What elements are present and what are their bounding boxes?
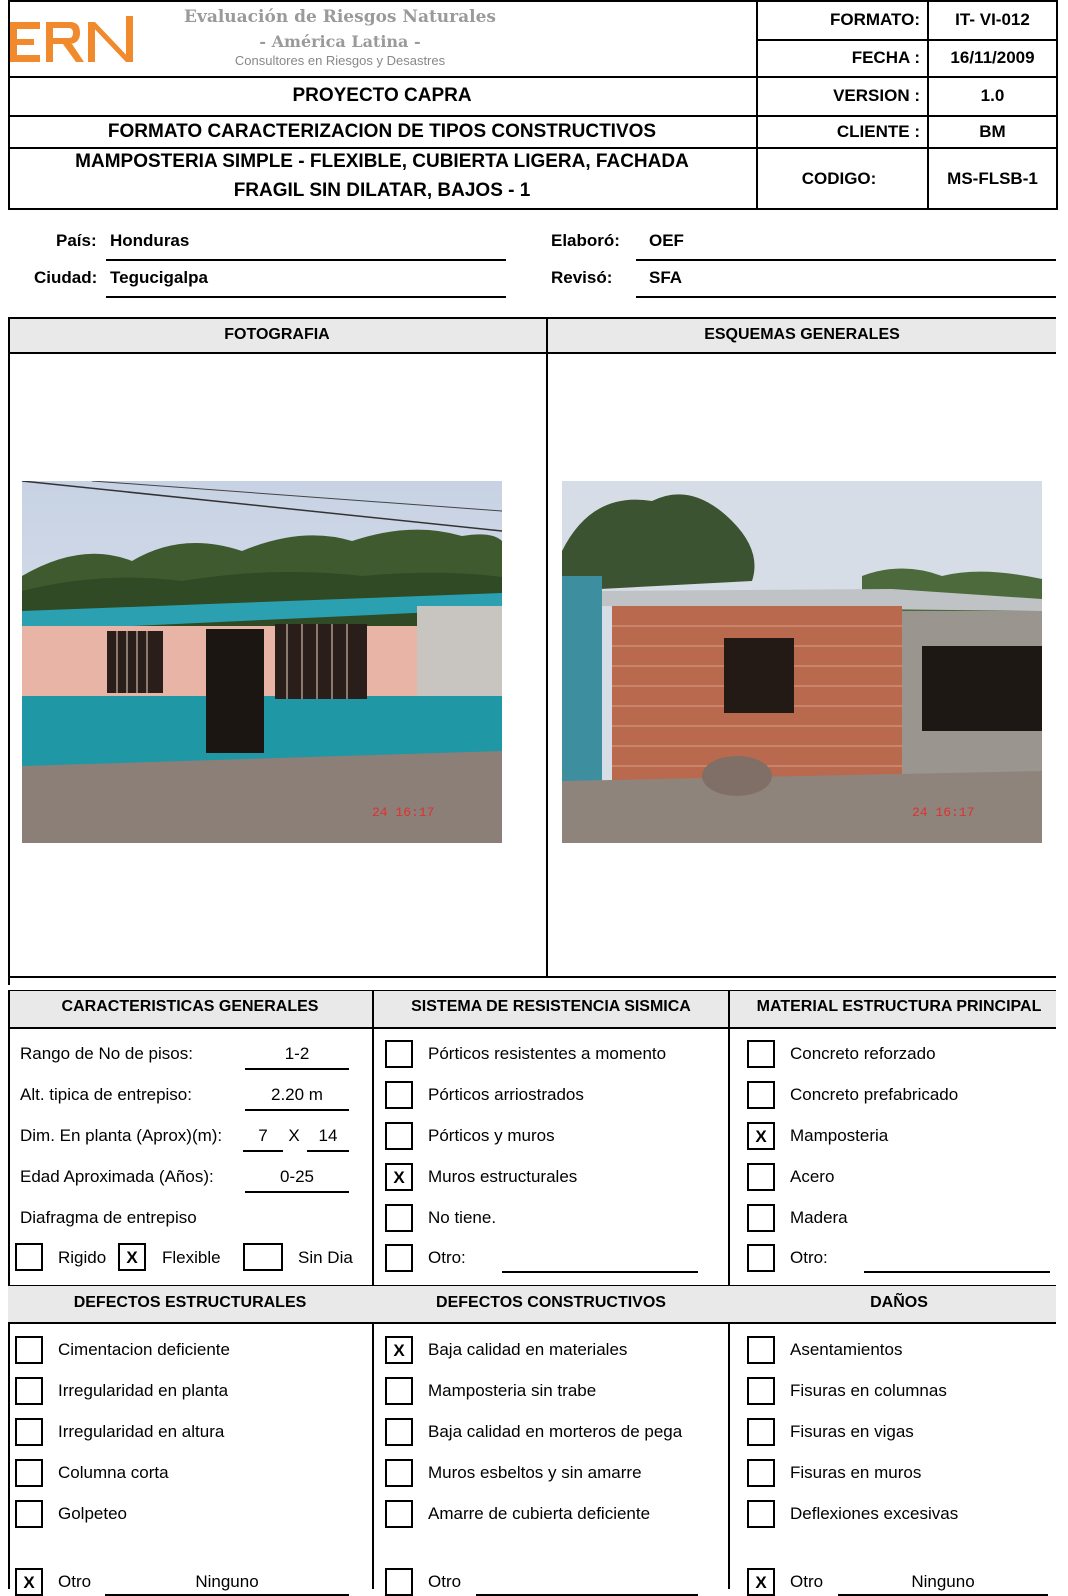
sistema-label-6: Otro: bbox=[428, 1248, 466, 1267]
dimension-planta-b: 14 bbox=[318, 1126, 338, 1145]
defecto-constructivo-label-1: Baja calidad en materiales bbox=[428, 1340, 628, 1359]
altura-entrepiso-value: 2.20 m bbox=[271, 1085, 323, 1104]
meta-label-fecha: FECHA : bbox=[851, 48, 920, 67]
org-region: - América Latina - bbox=[259, 32, 421, 51]
defecto-estructural-label-6: Otro bbox=[58, 1572, 92, 1591]
defecto-estructural-label-2: Irregularidad en planta bbox=[58, 1381, 229, 1400]
defecto-constructivo-checkbox-3[interactable] bbox=[385, 1418, 413, 1446]
building-photo-side bbox=[562, 481, 1042, 843]
meta-label-cliente: CLIENTE : bbox=[836, 121, 920, 141]
material-label-1: Concreto reforzado bbox=[790, 1044, 936, 1063]
defecto-constructivo-label-6: Otro bbox=[428, 1572, 462, 1591]
org-subtitle: Consultores en Riesgos y Desastres bbox=[234, 53, 446, 68]
dano-label-2: Fisuras en columnas bbox=[790, 1381, 947, 1400]
defecto-constructivo-checkbox-4[interactable] bbox=[385, 1459, 413, 1487]
defecto-estructural-checkbox-3[interactable] bbox=[15, 1418, 43, 1446]
meta-value-cliente: BM bbox=[979, 121, 1006, 141]
photo-header-right: ESQUEMAS GENERALES bbox=[704, 326, 900, 343]
dimension-planta-label: Dim. En planta (Aprox)(m): bbox=[20, 1126, 223, 1145]
diafragma-label: Diafragma de entrepiso bbox=[20, 1208, 197, 1227]
section-title-defectos-constructivos: DEFECTOS CONSTRUCTIVOS bbox=[436, 1294, 666, 1311]
edad-label: Edad Aproximada (Años): bbox=[20, 1167, 214, 1186]
material-checkbox-1[interactable] bbox=[747, 1040, 775, 1068]
sistema-checkbox-5[interactable] bbox=[385, 1204, 413, 1232]
dano-checkbox-6[interactable]: X bbox=[747, 1568, 775, 1596]
meta-label-formato: FORMATO: bbox=[829, 10, 920, 29]
dano-checkbox-3[interactable] bbox=[747, 1418, 775, 1446]
photo-header-left: FOTOGRAFIA bbox=[224, 326, 330, 343]
defecto-estructural-label-1: Cimentacion deficiente bbox=[58, 1340, 230, 1359]
ciudad-label: Ciudad: bbox=[34, 268, 98, 287]
material-label-3: Mamposteria bbox=[790, 1126, 889, 1145]
diafragma-rigido-checkbox[interactable] bbox=[15, 1243, 43, 1271]
pais-value: Honduras bbox=[110, 231, 190, 250]
dano-otro-value: Ninguno bbox=[911, 1572, 975, 1591]
section-title-danos: DAÑOS bbox=[870, 1294, 928, 1311]
sistema-checkbox-4[interactable]: X bbox=[385, 1163, 413, 1191]
dano-label-6: Otro bbox=[790, 1572, 824, 1591]
form-title: FORMATO CARACTERIZACION DE TIPOS CONSTRUCTIVOS bbox=[107, 120, 657, 142]
defecto-constructivo-label-5: Amarre de cubierta deficiente bbox=[428, 1504, 651, 1523]
dano-checkbox-4[interactable] bbox=[747, 1459, 775, 1487]
edad-value: 0-25 bbox=[279, 1167, 315, 1186]
defecto-constructivo-label-4: Muros esbeltos y sin amarre bbox=[428, 1463, 642, 1482]
material-checkbox-6[interactable] bbox=[747, 1244, 775, 1272]
diafragma-flexible-checkbox[interactable]: X bbox=[118, 1243, 146, 1271]
sistema-checkbox-6[interactable] bbox=[385, 1244, 413, 1272]
rango-pisos-label: Rango de No de pisos: bbox=[20, 1044, 193, 1063]
dimension-planta-a: 7 bbox=[258, 1126, 268, 1145]
meta-value-fecha: 16/11/2009 bbox=[950, 48, 1035, 67]
section-title-caracteristicas: CARACTERISTICAS GENERALES bbox=[61, 998, 319, 1015]
sistema-checkbox-1[interactable] bbox=[385, 1040, 413, 1068]
material-otro-line[interactable] bbox=[864, 1271, 1050, 1273]
photo-timestamp-left: 24 16:17 bbox=[372, 805, 435, 820]
defecto-estructural-checkbox-1[interactable] bbox=[15, 1336, 43, 1364]
defecto-estructural-otro-value: Ninguno bbox=[195, 1572, 259, 1591]
diafragma-sin-dia-checkbox[interactable] bbox=[243, 1243, 283, 1271]
defecto-constructivo-label-3: Baja calidad en morteros de pega bbox=[428, 1422, 683, 1441]
material-label-5: Madera bbox=[790, 1208, 848, 1227]
dano-label-4: Fisuras en muros bbox=[790, 1463, 922, 1482]
material-checkbox-2[interactable] bbox=[747, 1081, 775, 1109]
defecto-estructural-checkbox-2[interactable] bbox=[15, 1377, 43, 1405]
meta-value-version: 1.0 bbox=[980, 86, 1005, 105]
dano-label-3: Fisuras en vigas bbox=[790, 1422, 914, 1441]
defecto-constructivo-checkbox-6[interactable] bbox=[385, 1568, 413, 1596]
sistema-label-3: Pórticos y muros bbox=[428, 1126, 555, 1145]
sistema-checkbox-3[interactable] bbox=[385, 1122, 413, 1150]
rango-pisos-value: 1-2 bbox=[284, 1044, 310, 1063]
defecto-estructural-checkbox-5[interactable] bbox=[15, 1500, 43, 1528]
dano-label-5: Deflexiones excesivas bbox=[790, 1504, 959, 1523]
photo-timestamp-right: 24 16:17 bbox=[912, 805, 975, 820]
dano-label-1: Asentamientos bbox=[790, 1340, 903, 1359]
sistema-label-2: Pórticos arriostrados bbox=[428, 1085, 584, 1104]
sistema-checkbox-2[interactable] bbox=[385, 1081, 413, 1109]
sistema-label-5: No tiene. bbox=[428, 1208, 497, 1227]
material-label-6: Otro: bbox=[790, 1248, 828, 1267]
dano-checkbox-5[interactable] bbox=[747, 1500, 775, 1528]
defecto-estructural-label-5: Golpeteo bbox=[58, 1504, 127, 1523]
defecto-estructural-checkbox-4[interactable] bbox=[15, 1459, 43, 1487]
building-photo-front bbox=[22, 481, 502, 843]
org-name: Evaluación de Riesgos Naturales bbox=[183, 7, 496, 27]
defecto-estructural-label-3: Irregularidad en altura bbox=[58, 1422, 225, 1441]
material-checkbox-4[interactable] bbox=[747, 1163, 775, 1191]
section-title-material: MATERIAL ESTRUCTURA PRINCIPAL bbox=[756, 998, 1042, 1015]
elaboro-label: Elaboró: bbox=[551, 231, 620, 250]
reviso-value: SFA bbox=[649, 268, 683, 287]
meta-label-version: VERSION : bbox=[833, 86, 920, 105]
defecto-constructivo-checkbox-5[interactable] bbox=[385, 1500, 413, 1528]
defecto-constructivo-checkbox-2[interactable] bbox=[385, 1377, 413, 1405]
material-checkbox-5[interactable] bbox=[747, 1204, 775, 1232]
ciudad-value: Tegucigalpa bbox=[110, 268, 208, 287]
diafragma-sin-dia-label: Sin Dia bbox=[298, 1248, 353, 1267]
logo bbox=[6, 8, 136, 68]
diafragma-rigido-label: Rigido bbox=[58, 1248, 107, 1267]
diafragma-flexible-label: Flexible bbox=[162, 1248, 221, 1267]
material-label-4: Acero bbox=[790, 1167, 835, 1186]
material-label-2: Concreto prefabricado bbox=[790, 1085, 959, 1104]
pais-label: País: bbox=[56, 231, 97, 250]
defecto-constructivo-label-2: Mamposteria sin trabe bbox=[428, 1381, 597, 1400]
material-checkbox-3[interactable]: X bbox=[747, 1122, 775, 1150]
dano-checkbox-2[interactable] bbox=[747, 1377, 775, 1405]
defecto-estructural-label-4: Columna corta bbox=[58, 1463, 169, 1482]
defecto-estructural-checkbox-6[interactable]: X bbox=[15, 1568, 43, 1596]
meta-value-codigo: MS-FLSB-1 bbox=[947, 168, 1038, 188]
elaboro-value: OEF bbox=[649, 231, 684, 250]
sistema-label-4: Muros estructurales bbox=[428, 1167, 578, 1186]
meta-label-codigo: CODIGO: bbox=[801, 168, 877, 188]
altura-entrepiso-label: Alt. tipica de entrepiso: bbox=[20, 1085, 192, 1104]
defecto-constructivo-checkbox-1[interactable]: X bbox=[385, 1336, 413, 1364]
sistema-otro-line[interactable] bbox=[502, 1271, 698, 1273]
type-title-line1: MAMPOSTERIA SIMPLE - FLEXIBLE, CUBIERTA LIGERA, FACHADA bbox=[75, 151, 689, 172]
dano-checkbox-1[interactable] bbox=[747, 1336, 775, 1364]
meta-value-formato: IT- VI-012 bbox=[955, 10, 1030, 29]
reviso-label: Revisó: bbox=[551, 268, 613, 287]
project-title: PROYECTO CAPRA bbox=[292, 85, 472, 106]
section-title-sistema: SISTEMA DE RESISTENCIA SISMICA bbox=[411, 998, 691, 1015]
dimension-planta-x: X bbox=[288, 1126, 300, 1145]
sistema-label-1: Pórticos resistentes a momento bbox=[428, 1044, 667, 1063]
type-title-line2: FRAGIL SIN DILATAR, BAJOS - 1 bbox=[233, 180, 531, 201]
section-title-defectos-estructurales: DEFECTOS ESTRUCTURALES bbox=[73, 1294, 307, 1311]
